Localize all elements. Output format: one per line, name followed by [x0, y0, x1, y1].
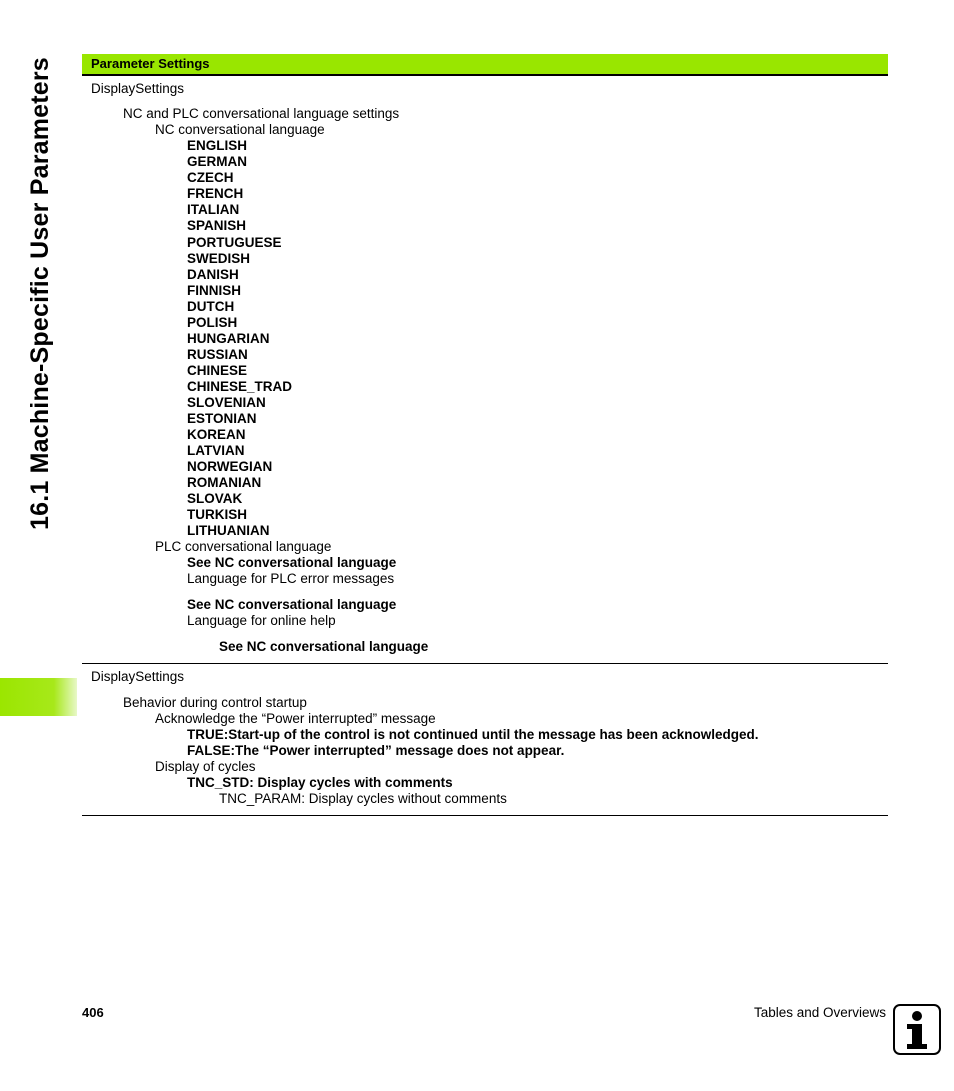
cycles-param-value: TNC_PARAM: Display cycles without comments — [219, 791, 507, 806]
cycles-label: Display of cycles — [155, 759, 256, 774]
language-item: SPANISH — [187, 218, 247, 233]
plc-language-value: See NC conversational language — [187, 555, 397, 570]
language-item: ENGLISH — [187, 138, 248, 153]
side-chapter-title — [22, 50, 62, 530]
section2-group: Behavior during control startup — [123, 695, 307, 710]
ack-label: Acknowledge the “Power interrupted” message — [155, 711, 436, 726]
language-item: SWEDISH — [187, 251, 251, 266]
language-item: ITALIAN — [187, 202, 240, 217]
language-item: SLOVAK — [187, 491, 243, 506]
language-item: KOREAN — [187, 427, 246, 442]
language-item: NORWEGIAN — [187, 459, 273, 474]
language-item: LATVIAN — [187, 443, 245, 458]
section1-title: DisplaySettings — [91, 81, 185, 96]
language-item: ESTONIAN — [187, 411, 257, 426]
plc-error-value: See NC conversational language — [187, 597, 397, 612]
section-divider — [82, 663, 888, 664]
language-item: RUSSIAN — [187, 347, 248, 362]
language-item: SLOVENIAN — [187, 395, 266, 410]
section2-title: DisplaySettings — [91, 669, 185, 684]
ack-true-value: TRUE:Start-up of the control is not continued until the message has been acknowledged. — [187, 727, 759, 742]
footer-section-name: Tables and Overviews — [753, 1005, 886, 1020]
section1-group: NC and PLC conversational language settings — [123, 106, 400, 121]
online-help-label: Language for online help — [187, 613, 336, 628]
language-item: GERMAN — [187, 154, 247, 169]
info-icon — [893, 1004, 941, 1055]
language-item: LITHUANIAN — [187, 523, 270, 538]
plc-language-label: PLC conversational language — [155, 539, 332, 554]
language-item: FRENCH — [187, 186, 244, 201]
language-item: POLISH — [187, 315, 238, 330]
chapter-tab-marker — [0, 678, 77, 716]
online-help-value: See NC conversational language — [219, 639, 429, 654]
language-item: CHINESE — [187, 363, 248, 378]
language-item: TURKISH — [187, 507, 247, 522]
language-item: CHINESE_TRAD — [187, 379, 293, 394]
plc-error-label: Language for PLC error messages — [187, 571, 395, 586]
header-label: Parameter Settings — [91, 56, 210, 71]
language-item: PORTUGUESE — [187, 235, 282, 250]
cycles-std-value: TNC_STD: Display cycles with comments — [187, 775, 453, 790]
ack-false-value: FALSE:The “Power interrupted” message does not appear. — [187, 743, 565, 758]
language-item: CZECH — [187, 170, 234, 185]
side-chapter-title-text: 16.1 Machine-Specific User Parameters — [26, 57, 54, 530]
section-divider-bottom — [82, 815, 888, 816]
language-item: ROMANIAN — [187, 475, 262, 490]
table-header — [82, 54, 888, 76]
language-item: DANISH — [187, 267, 239, 282]
language-item: FINNISH — [187, 283, 241, 298]
nc-language-label: NC conversational language — [155, 122, 325, 137]
language-item: DUTCH — [187, 299, 235, 314]
page-number: 406 — [82, 1005, 104, 1020]
language-item: HUNGARIAN — [187, 331, 270, 346]
